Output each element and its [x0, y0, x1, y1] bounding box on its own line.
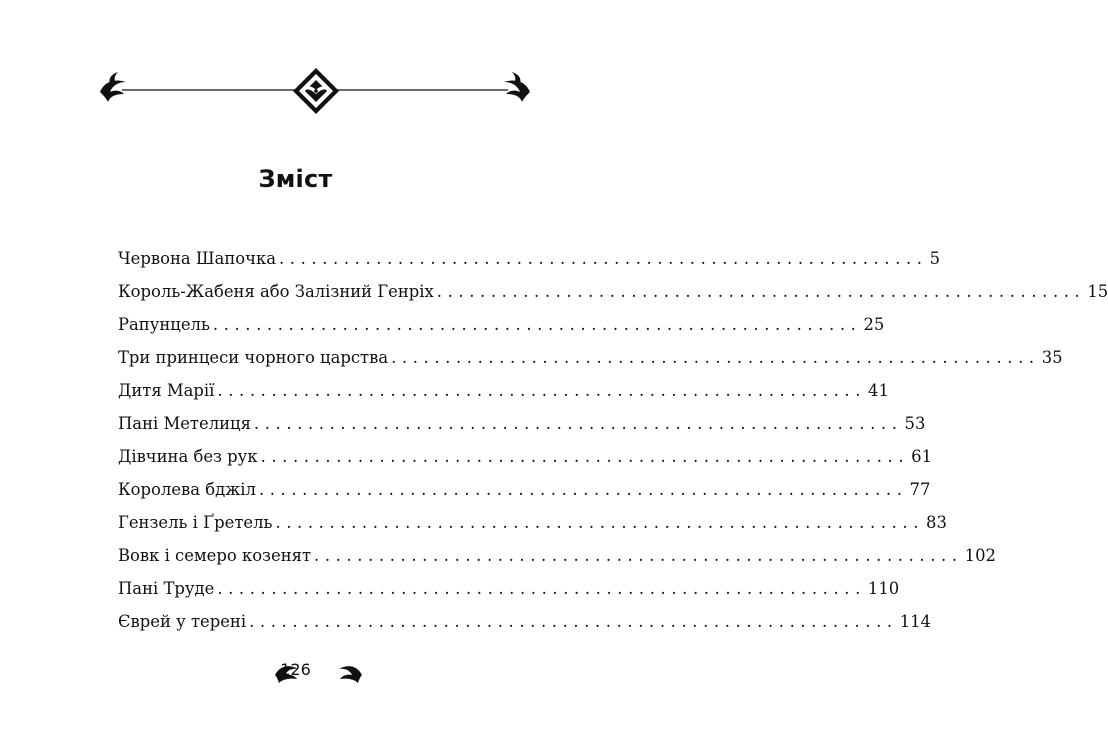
toc-entry-title: Гензель і Ґретель [118, 513, 273, 532]
toc-dot-leader: ............................................................ [253, 414, 903, 433]
toc-entry-page: 5 [929, 249, 941, 268]
toc-entry-page: 83 [926, 513, 947, 532]
toc-entry-title: Вовк і семеро козенят [118, 546, 312, 565]
toc-entry-page: 35 [1041, 348, 1063, 367]
toc-entry-title: Рапунцель [118, 315, 210, 334]
toc-entry [118, 509, 947, 542]
toc-dot-leader: ............................................................ [260, 447, 910, 466]
toc-entry [118, 575, 900, 608]
toc-entry [118, 377, 889, 410]
toc-dot-leader: ............................................................ [258, 480, 908, 499]
toc-entry-page: 110 [867, 579, 900, 598]
toc-entry-title: Три принцеси чорного царства [118, 348, 389, 367]
toc-entry-title: Дитя Марії [118, 381, 215, 400]
toc-entry-title: Єврей у терені [118, 612, 247, 631]
toc-entry-title: Пані Труде [118, 579, 215, 598]
toc-dot-leader: ............................................................ [217, 579, 866, 598]
toc-dot-leader: ............................................................ [249, 612, 898, 631]
toc-entry-page: 114 [899, 612, 931, 631]
table-of-contents [118, 245, 1108, 641]
toc-entry-page: 41 [868, 381, 889, 400]
toc-entry-page: 102 [964, 546, 996, 565]
header-ornament [0, 60, 591, 120]
toc-entry-page: 61 [911, 447, 933, 466]
toc-entry-page: 25 [863, 315, 885, 334]
toc-entry [118, 608, 931, 641]
center-diamond-icon [293, 68, 339, 114]
toc-entry-title: Королева бджіл [118, 480, 256, 499]
toc-entry [118, 344, 1063, 377]
toc-entry [118, 311, 885, 344]
toc-entry [118, 245, 941, 278]
toc-entry-title: Червона Шапочка [118, 249, 276, 268]
toc-entry-title: Дівчина без рук [118, 447, 258, 466]
toc-entry [118, 542, 996, 575]
toc-entry-page: 15 [1087, 282, 1108, 301]
toc-entry [118, 443, 933, 476]
toc-entry [118, 476, 931, 509]
flourish-right-icon [504, 72, 530, 102]
page-title: Зміст [258, 165, 333, 193]
toc-dot-leader: ............................................................ [436, 282, 1086, 301]
toc-dot-leader: ............................................................ [275, 513, 925, 532]
toc-entry-title: Пані Метелиця [118, 414, 251, 433]
toc-dot-leader: ............................................................ [314, 546, 963, 565]
toc-entry-title: Король-Жабеня або Залізний Генріх [118, 282, 434, 301]
toc-entry-page: 53 [904, 414, 926, 433]
toc-dot-leader: ............................................................ [391, 348, 1040, 367]
page-footer [0, 655, 591, 685]
toc-dot-leader: ............................................................ [278, 249, 928, 268]
toc-entry [118, 410, 926, 443]
toc-entry [118, 278, 1108, 311]
toc-dot-leader: ............................................................ [212, 315, 862, 334]
toc-entry-page: 77 [909, 480, 931, 499]
flourish-left-icon [100, 72, 126, 102]
page-number: 126 [280, 660, 311, 679]
toc-dot-leader: ............................................................ [217, 381, 867, 400]
